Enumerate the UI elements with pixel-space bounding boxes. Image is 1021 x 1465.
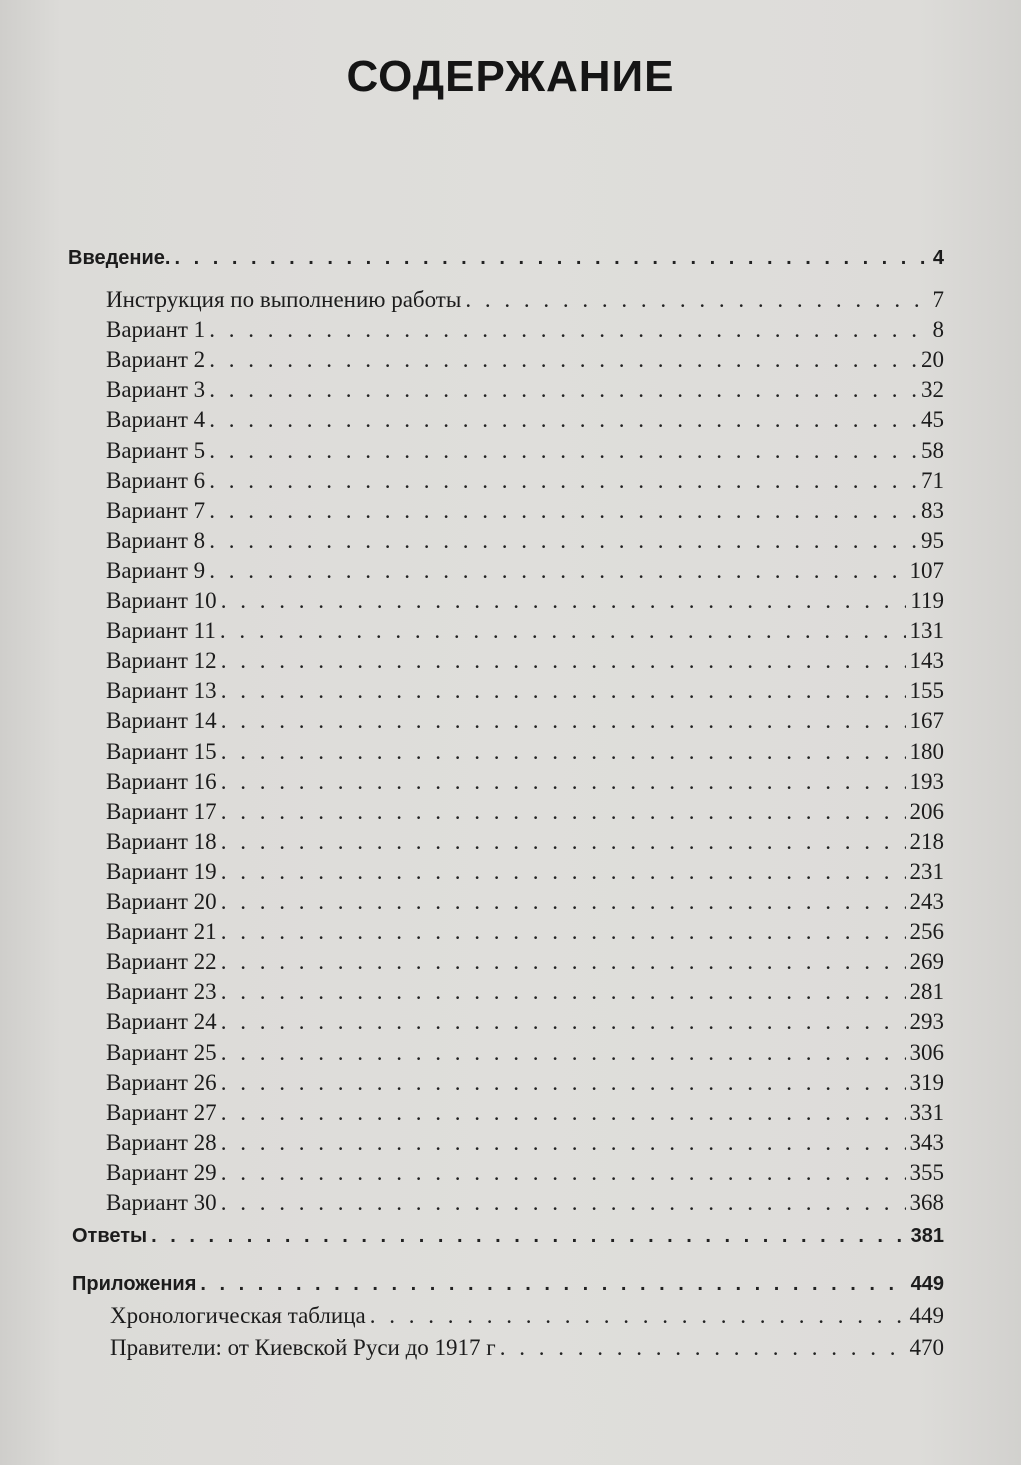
- toc-page-number: 107: [909, 557, 944, 583]
- toc-entry-label: Ответы: [72, 1225, 148, 1247]
- toc-entry-label: Вариант 24: [106, 1009, 217, 1035]
- toc-page-number: 449: [909, 1303, 944, 1328]
- dot-leader: [370, 1302, 906, 1330]
- toc-entry[interactable]: [106, 376, 944, 404]
- toc-entry[interactable]: [106, 978, 944, 1006]
- toc-entry[interactable]: [106, 497, 944, 525]
- toc-entry[interactable]: [106, 1099, 944, 1127]
- toc-entry[interactable]: [106, 798, 944, 826]
- toc-entry-label: Вариант 26: [106, 1069, 217, 1095]
- dot-leader: [500, 1334, 906, 1362]
- toc-page-number: 83: [921, 497, 944, 523]
- dot-leader: [209, 497, 917, 525]
- toc-entry-label: Вариант 19: [106, 858, 217, 884]
- toc-entry[interactable]: [106, 677, 944, 705]
- dot-leader: [200, 1270, 906, 1298]
- toc-entry-label: Вариант 15: [106, 738, 217, 764]
- toc-entry[interactable]: [106, 918, 944, 946]
- toc-entry-label: Вариант 14: [106, 708, 217, 734]
- toc-page-number: 155: [909, 678, 944, 704]
- toc-entry-label: Инструкция по выполнению работы: [106, 287, 462, 312]
- toc-page-number: 293: [909, 1009, 944, 1035]
- toc-page-number: 95: [921, 527, 944, 553]
- toc-entry-label: Вариант 4: [106, 407, 206, 433]
- dot-leader: [221, 647, 906, 675]
- dot-leader: [221, 707, 906, 735]
- toc-page-number: 193: [909, 768, 944, 794]
- dot-leader: [221, 858, 906, 886]
- toc-entry[interactable]: [106, 527, 944, 555]
- toc-entry[interactable]: [106, 1039, 944, 1067]
- toc-page-number: 45: [921, 407, 944, 433]
- toc-entry[interactable]: [106, 738, 944, 766]
- toc-entry[interactable]: [106, 948, 944, 976]
- dot-leader: [209, 437, 917, 465]
- toc-entry[interactable]: [106, 587, 944, 615]
- dot-leader: [221, 1069, 906, 1097]
- toc-entry-label: Вариант 7: [106, 497, 206, 523]
- toc-page-number: 32: [921, 377, 944, 403]
- toc-page-number: 368: [909, 1190, 944, 1215]
- toc-page-number: 281: [909, 979, 944, 1005]
- toc-entry[interactable]: [106, 316, 944, 344]
- toc-entry-label: Вариант 12: [106, 648, 217, 674]
- toc-entry-label: Вариант 1: [106, 317, 206, 343]
- toc-entry-label: Вариант 17: [106, 798, 217, 824]
- toc-entry[interactable]: [106, 1069, 944, 1097]
- dot-leader: [209, 376, 917, 404]
- toc-page-number: 180: [909, 738, 944, 764]
- toc-entry-label: Вариант 23: [106, 979, 217, 1005]
- toc-page-number: 58: [921, 437, 944, 463]
- toc-entry-label: Вариант 27: [106, 1099, 217, 1125]
- dot-leader: [209, 527, 917, 555]
- dot-leader: [209, 557, 905, 585]
- toc-page-number: 243: [909, 889, 944, 914]
- toc-entry-label: Вариант 9: [106, 557, 206, 583]
- dot-leader: [221, 888, 906, 916]
- toc-entry-label: Правители: от Киевской Руси до 1917 г: [110, 1335, 496, 1360]
- dot-leader: [221, 1129, 906, 1157]
- toc-entry[interactable]: [106, 1129, 944, 1157]
- toc-entry[interactable]: [106, 1159, 944, 1187]
- toc-entry[interactable]: [106, 647, 944, 675]
- toc-entry[interactable]: [106, 617, 944, 645]
- toc-page-number: 343: [909, 1129, 944, 1155]
- dot-leader: [221, 828, 906, 856]
- dot-leader: [221, 1159, 906, 1187]
- toc-entry-label: Вариант 3: [106, 377, 206, 403]
- dot-leader: [221, 798, 906, 826]
- toc-entry-label: Вариант 10: [106, 588, 217, 613]
- toc-page-number: 470: [909, 1335, 944, 1360]
- dot-leader: [221, 768, 906, 796]
- toc-entry-label: Вариант 2: [106, 347, 206, 373]
- toc-entry[interactable]: [106, 858, 944, 886]
- toc-page-number: 206: [909, 798, 944, 824]
- toc-entry[interactable]: [106, 557, 944, 585]
- toc-page-number: 355: [909, 1159, 944, 1185]
- dot-leader: [209, 316, 928, 344]
- toc-section-appendices[interactable]: [72, 1270, 944, 1298]
- dot-leader: [151, 1222, 907, 1250]
- dot-leader: [221, 978, 906, 1006]
- toc-page-number: 167: [909, 708, 944, 734]
- toc-page-number: 8: [932, 317, 944, 343]
- dot-leader: [221, 738, 906, 766]
- toc-entry-label: Вариант 11: [106, 618, 216, 644]
- toc-entry-label: Вариант 20: [106, 889, 217, 914]
- toc-entry-label: Вариант 21: [106, 919, 217, 945]
- toc-page-number: 306: [909, 1039, 944, 1065]
- dot-leader: [221, 918, 906, 946]
- toc-page-number: 449: [910, 1273, 944, 1295]
- toc-page-number: 319: [909, 1069, 944, 1095]
- dot-leader: [174, 244, 928, 272]
- toc-entry-label: Введение.: [68, 247, 171, 269]
- dot-leader: [221, 1008, 906, 1036]
- dot-leader: [221, 1039, 906, 1067]
- toc-entry-label: Вариант 13: [106, 678, 217, 704]
- toc-page-number: 231: [909, 858, 944, 884]
- toc-entry[interactable]: [106, 286, 944, 314]
- dot-leader: [221, 677, 906, 705]
- toc-entry[interactable]: [110, 1334, 944, 1362]
- toc-entry[interactable]: [106, 346, 944, 374]
- dot-leader: [209, 346, 917, 374]
- toc-entry[interactable]: [106, 1189, 944, 1217]
- toc-entry[interactable]: [106, 768, 944, 796]
- toc-page-number: 331: [909, 1099, 944, 1125]
- toc-entry[interactable]: [106, 406, 944, 434]
- dot-leader: [220, 617, 906, 645]
- toc-page-number: 381: [910, 1225, 944, 1247]
- toc-page-number: 71: [921, 467, 944, 493]
- toc-entry[interactable]: [106, 888, 944, 916]
- toc-page-number: 119: [910, 588, 944, 613]
- toc-entry-label: Вариант 30: [106, 1190, 217, 1215]
- toc-entry-label: Вариант 28: [106, 1129, 217, 1155]
- toc-page-number: 131: [909, 618, 944, 644]
- dot-leader: [221, 587, 907, 615]
- toc-entry-label: Вариант 5: [106, 437, 206, 463]
- page-title: СОДЕРЖАНИЕ: [346, 52, 675, 101]
- toc-entry-label: Вариант 22: [106, 949, 217, 975]
- dot-leader: [209, 406, 917, 434]
- toc-entry-label: Вариант 6: [106, 467, 206, 493]
- toc-entry[interactable]: [106, 437, 944, 465]
- toc-entry-label: Вариант 16: [106, 768, 217, 794]
- toc-page-number: 218: [909, 828, 944, 854]
- toc-entry-label: Вариант 29: [106, 1159, 217, 1185]
- toc-page-number: 143: [909, 648, 944, 674]
- toc-page-number: 269: [909, 949, 944, 975]
- toc-entry[interactable]: [106, 828, 944, 856]
- toc-entry[interactable]: [106, 1008, 944, 1036]
- toc-entry-label: Приложения: [72, 1273, 197, 1295]
- toc-entry-label: Вариант 8: [106, 527, 206, 553]
- dot-leader: [221, 948, 906, 976]
- toc-page-number: 256: [909, 919, 944, 945]
- dot-leader: [209, 467, 917, 495]
- toc-section-intro[interactable]: [68, 244, 944, 272]
- dot-leader: [465, 286, 928, 314]
- dot-leader: [221, 1099, 906, 1127]
- toc-entry-label: Вариант 18: [106, 828, 217, 854]
- dot-leader: [221, 1189, 906, 1217]
- toc-entry[interactable]: [106, 467, 944, 495]
- toc-page-number: 7: [932, 287, 944, 312]
- toc-entry-label: Хронологическая таблица: [110, 1303, 366, 1328]
- toc-entry[interactable]: [110, 1302, 944, 1330]
- toc-page-number: 4: [932, 247, 944, 269]
- toc-section-answers[interactable]: [72, 1222, 944, 1250]
- toc-page-number: 20: [921, 347, 944, 373]
- toc-entry[interactable]: [106, 707, 944, 735]
- toc-entry-label: Вариант 25: [106, 1039, 217, 1065]
